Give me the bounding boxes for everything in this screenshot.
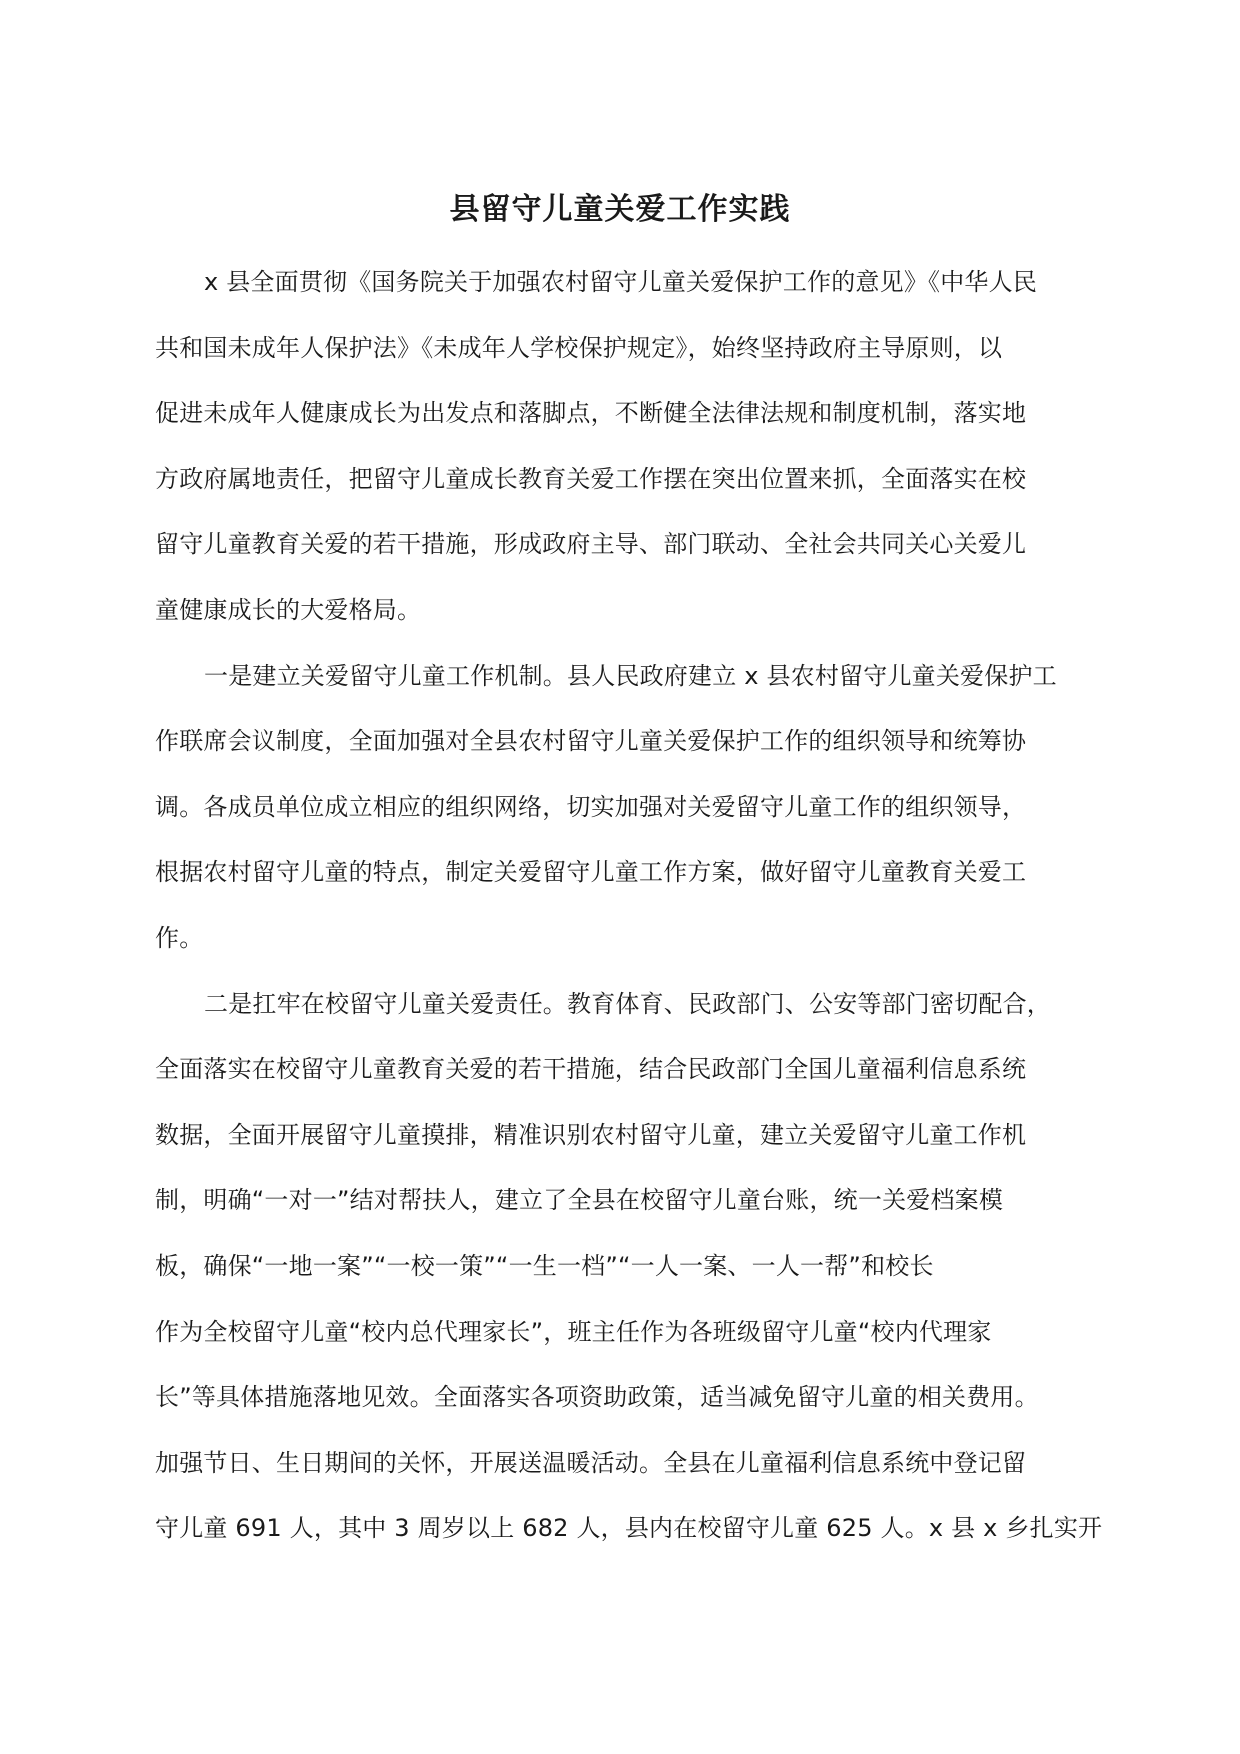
text-line: 作为全校留守儿童“校内总代理家长”，班主任作为各班级留守儿童“校内代理家 [155,1317,992,1346]
text-line: 制，明确“一对一”结对帮扶人，建立了全县在校留守儿童台账，统一关爱档案模 [155,1186,1004,1215]
text-line: 全面落实在校留守儿童教育关爱的若干措施，结合民政部门全国儿童福利信息系统 [155,1055,1027,1084]
document-title: 县留守儿童关爱工作实践 [449,192,791,227]
text-line: 根据农村留守儿童的特点，制定关爱留守儿童工作方案，做好留守儿童教育关爱工 [155,858,1027,887]
text-line: 二是扛牢在校留守儿童关爱责任。教育体育、民政部门、公安等部门密切配合， [204,989,1051,1018]
paragraph-mechanism [155,644,1085,972]
text-line: 童健康成长的大爱格局。 [155,595,422,624]
text-line: 促进未成年人健康成长为出发点和落脚点，不断健全法律法规和制度机制，落实地 [155,399,1027,428]
text-line: 调。各成员单位成立相应的组织网络，切实加强对关爱留守儿童工作的组织领导， [155,792,1027,821]
text-line: 留守儿童教育关爱的若干措施，形成政府主导、部门联动、全社会共同关心关爱儿 [155,530,1027,559]
text-line: 一是建立关爱留守儿童工作机制。县人民政府建立 x 县农村留守儿童关爱保护工 [204,661,1057,690]
paragraph-responsibility [155,972,1103,1562]
text-line: x 县全面贯彻《国务院关于加强农村留守儿童关爱保护工作的意见》《中华人民 [204,268,1038,296]
text-line: 作联席会议制度，全面加强对全县农村留守儿童关爱保护工作的组织领导和统筹协 [155,727,1027,756]
text-line: 作。 [155,923,204,952]
text-line: 方政府属地责任，把留守儿童成长教育关爱工作摆在突出位置来抓，全面落实在校 [155,464,1027,493]
text-line: 数据，全面开展留守儿童摸排，精准识别农村留守儿童，建立关爱留守儿童工作机 [155,1120,1027,1149]
text-line: 共和国未成年人保护法》《未成年人学校保护规定》，始终坚持政府主导原则，以 [155,333,1003,362]
paragraph-intro [155,250,1085,644]
text-line: 守儿童 691 人，其中 3 周岁以上 682 人，县内在校留守儿童 625 人。x 县 x 乡扎实开 [155,1514,1103,1543]
document-body [155,250,1103,1562]
text-line: 长”等具体措施落地见效。全面落实各项资助政策，适当减免留守儿童的相关费用。 [155,1383,1039,1412]
text-line: 加强节日、生日期间的关怀，开展送温暖活动。全县在儿童福利信息系统中登记留 [155,1448,1027,1477]
text-line: 板，确保“一地一案”“一校一策”“一生一档”“一人一案、一人一帮”和校长 [155,1251,934,1280]
